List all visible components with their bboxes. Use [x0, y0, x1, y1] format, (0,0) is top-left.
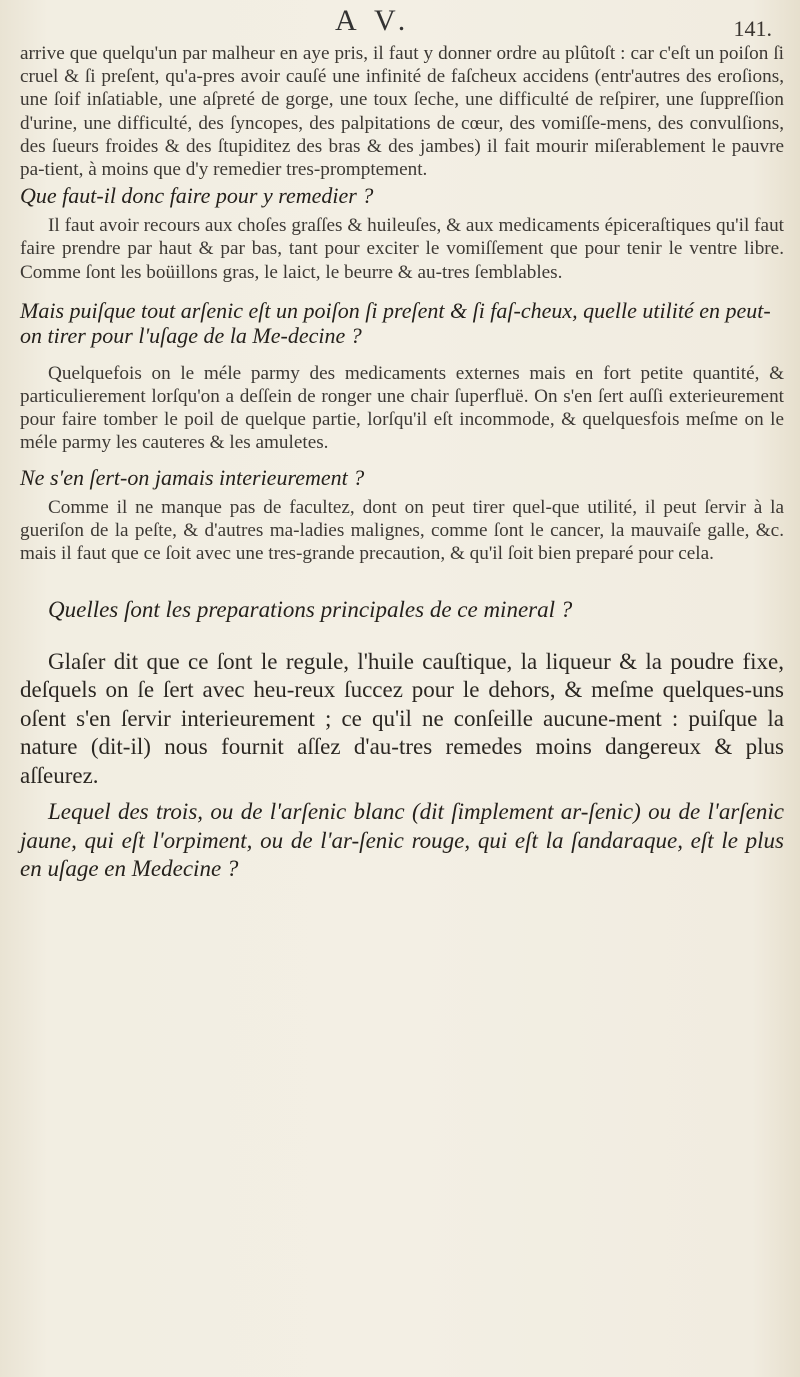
- question-remedy: Que faut-il donc faire pour y remedier ?: [20, 183, 374, 209]
- paragraph-internal-use: Comme il ne manque pas de facultez, dont on peut tirer quel-que utilité, il peut ſervir à la gueriſon de la peſte, & d'autres ma-ladies malignes, comme ſont le cancer, la mauvaiſe galle, &c. mais il faut que ce ſoit avec une tres-grande precaution, & qu'il ſoit bien preparé pour cela.: [20, 496, 784, 565]
- paragraph-preparations: Glaſer dit que ce ſont le regule, l'huile cauſtique, la liqueur & la poudre fixe, deſquels on ſe ſert avec heu-reux ſuccez pour le dehors, & meſme quelques-uns oſent s'en ſervir interieurement ; ce qu'il ne conſeille aucune-ment : puiſque la nature (dit-il) nous fournit aſſez d'au-tres remedes moins dangereux & plus aſſeurez.: [20, 648, 784, 788]
- paragraph-remedy: Il faut avoir recours aux choſes graſſes & huileuſes, & aux medicaments épiceraſtiques qu'il faut faire prendre par haut & par bas, tant pour exciter le vomiſſement que pour tenir le ventre libre. Comme ſont les boüillons gras, le laict, le beurre & au-tres ſemblables.: [20, 215, 784, 283]
- question-utility: Mais puiſque tout arſenic eſt un poiſon ſi preſent & ſi faſ-cheux, quelle utilité en peut-on tirer pour l'uſage de la Me-decine ?: [20, 297, 771, 348]
- question-internal-use: Ne s'en ſert-on jamais interieurement ?: [20, 464, 365, 490]
- paragraph-external-use: Quelquefois on le méle parmy des medicaments externes mais en fort petite quantité, & particulierement lorſqu'on a deſſein de ronger une chair ſuperfluë. On s'en ſert auſſi exterieurement pour faire tomber le poil de quelque partie, lorſqu'il eſt incommode, & quelquesfois meſme on le méle parmy les cauteres & les amuletes.: [20, 362, 784, 454]
- question-which-arsenic: Lequel des trois, ou de l'arſenic blanc (dit ſimplement ar-ſenic) ou de l'arſenic jaune, qui eſt l'orpiment, ou de l'ar-ſenic rouge, qui eſt la ſandaraque, eſt le plus en uſage en Medecine ?: [20, 799, 784, 882]
- paragraph-poison-effects: arrive que quelqu'un par malheur en aye pris, il faut y donner ordre au plûtoſt : car c'eſt un poiſon ſi cruel & ſi preſent, qu'a-pres avoir cauſé une infinité de faſcheux accidens (entr'autres des eroſions, une ſoif inſatiable, une aſpreté de gorge, une toux ſeche, une difficulté de reſpirer, une ſuppreſſion d'urine, une difficulté, des ſyncopes, des palpitations de cœur, des vomiſſe-mens, des convulſions, des ſueurs froides & des ſtupiditez des bras & des jambes) il fait mourir miſerablement le pauvre pa-tient, à moins que d'y remedier tres-promptement.: [20, 43, 784, 181]
- page-body: [20, 42, 784, 884]
- running-head: A V.: [335, 4, 412, 37]
- page-number: 141.: [733, 16, 772, 41]
- page-header: [0, 4, 800, 40]
- question-preparations: Quelles ſont les preparations principales de ce mineral ?: [48, 597, 573, 623]
